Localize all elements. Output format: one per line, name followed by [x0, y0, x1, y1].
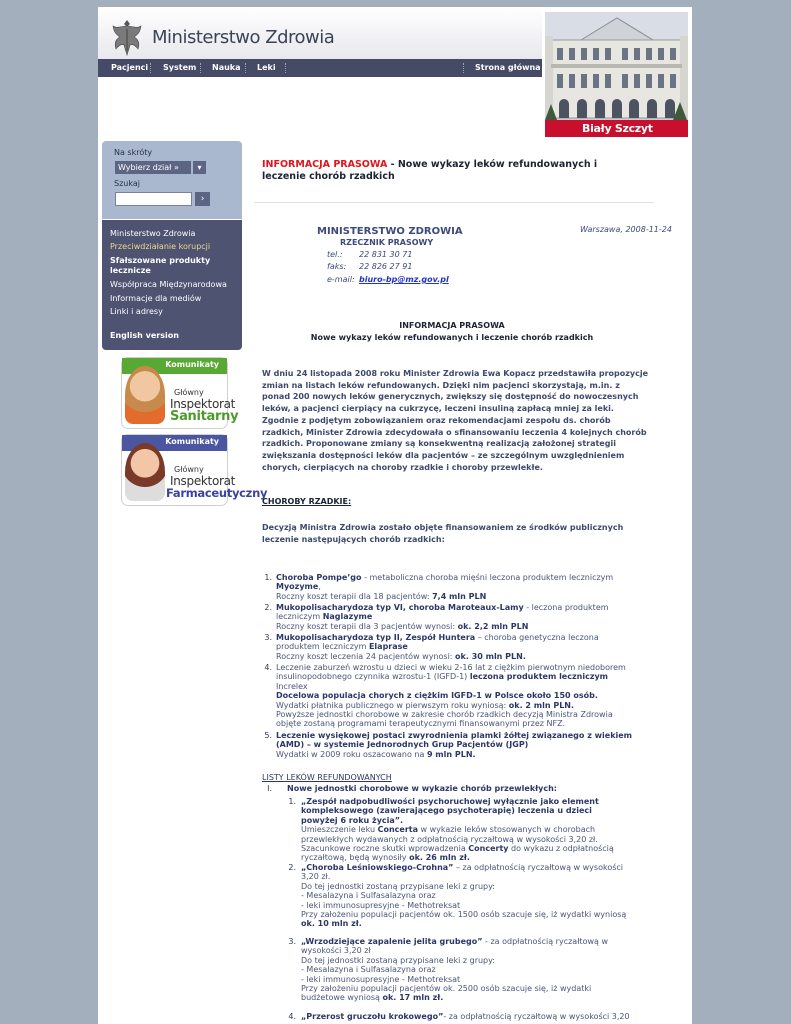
search-input[interactable]	[115, 192, 192, 206]
email-label: e-mail:	[327, 275, 355, 284]
banner-line2: Inspektorat	[170, 397, 236, 411]
list-number: 4.	[264, 663, 272, 672]
shortcuts-label: Na skróty	[114, 148, 153, 157]
fax-value: 22 826 27 91	[359, 262, 413, 271]
tel-value: 22 831 30 71	[359, 250, 413, 259]
tel-label: tel.:	[327, 250, 343, 259]
list-item: „Zespół nadpobudliwości psychoruchowej wyłącznie jako element kompleksowego (zawierającego psychoterapię) leczenia u dzieci powyżej 6 roku życia”. Umieszczenie leku Concerta w wykazie leków stosowanych w chorobach przewlekłych wydawanych z odpłatnością ryczałtową w wysokości 3,20 zł. Szacunkowe roczne skutki wprowadzenia Concerty do wykazu z odpłatnością ryczałtową, będą wynosiły ok. 26 mln zł.	[301, 797, 614, 863]
nav-item-nauka[interactable]: Nauka	[212, 63, 241, 72]
sidebar-item-sfalszowane[interactable]: Sfałszowane produkty	[110, 256, 211, 265]
section-select[interactable]: Wybierz dział »	[115, 161, 191, 174]
nav-item-leki[interactable]: Leki	[257, 63, 276, 72]
divider	[254, 202, 654, 203]
nav-separator	[245, 63, 247, 73]
list-item: Choroba Pompe’go - metaboliczna choroba mięśni leczona produktem leczniczym Myozyme, Roczny koszt terapii dla 18 pacjentów: 7,4 mln PLN	[276, 573, 614, 601]
list-number: 3.	[288, 937, 296, 946]
list-number: 4.	[288, 1012, 296, 1021]
banner-line1: Główny	[174, 465, 204, 474]
nav-separator	[463, 63, 465, 73]
banner-label: Komunikaty	[165, 437, 219, 446]
refund-lists-heading[interactable]: LISTY LEKÓW REFUNDOWANYCH	[262, 773, 392, 782]
intro-paragraph: W dniu 24 listopada 2008 roku Minister Zdrowia Ewa Kopacz przedstawiła propozycje zmian na listach leków refundowanych. Dzięki nim pacjenci skorzystają, m.in. z ponad 200 nowych leków generycznych, zwiększy się dostępność do nowoczesnych leków, a pacjenci cierpiący na cukrzycę, leczeni insuliną zapłacą mniej za leki. Zgodnie z podjętym zobowiązaniem oraz rekomendacjami zespołu ds. chorób rzadkich, Minister Zdrowia zdecydowała o sfinansowaniu leczenia 4 kolejnych chorób rzadkich. Proponowane zmiany są konsekwentną realizacją założonej strategii zwiększania dostępności leków dla pacjentów – ze szczególnym uwzględnieniem chorych, cierpiących na choroby rzadkie i choroby przewlekłe.	[262, 369, 649, 472]
list-item: Mukopolisacharydoza typ VI, choroba Maroteaux-Lamy - leczona produktem leczniczym Naglazyme Roczny koszt terapii dla 3 pacjentów wynosi: ok. 2,2 mln PLN	[276, 603, 609, 631]
nav-item-pacjenci[interactable]: Pacjenci	[111, 63, 149, 72]
banner-line3: Sanitarny	[170, 409, 239, 424]
fax-label: faks:	[327, 262, 347, 271]
banner-line1: Główny	[174, 388, 204, 397]
list-item: „Przerost gruczołu krokowego”- za odpłatnością ryczałtową w wysokości 3,20	[301, 1012, 630, 1021]
sidebar-item-linki[interactable]: Linki i adresy	[110, 307, 163, 316]
list-number: 2.	[288, 863, 296, 872]
list-item: Leczenie zaburzeń wzrostu u dzieci w wieku 2-16 lat z ciężkim pierwotnym niedoborem insulinopodobnego czynnika wzrostu-1 (IGFD-1) leczona produktem leczniczym Increlex Docelowa populacja chorych z ciężkim IGFD-1 w Polsce około 150 osób. Wydatki płatnika publicznego w pierwszym roku wyniosą: ok. 2 mln PLN. Powyższe jednostki chorobowe w zakresie chorób rzadkich decyzją Ministra Zdrowia objęte zostaną programami terapeutycznymi finansowanymi przez NFZ.	[276, 663, 626, 729]
main-nav	[98, 59, 542, 77]
nav-separator	[200, 63, 202, 73]
banner-label: Komunikaty	[165, 360, 219, 369]
list-number: 5.	[264, 731, 272, 740]
sidebar-item-wspolpraca[interactable]: Współpraca Międzynarodowa	[110, 280, 227, 289]
search-submit-button[interactable]: ›	[195, 192, 210, 206]
press-office: RZECZNIK PRASOWY	[340, 238, 434, 247]
banner-line3: Farmaceutyczny	[166, 486, 268, 500]
chronic-diseases-heading: Nowe jednostki chorobowe w wykazie chorób przewlekłych:	[287, 784, 557, 793]
press-heading: INFORMACJA PRASOWA	[399, 321, 505, 330]
banner-line2: Inspektorat	[170, 474, 236, 488]
chevron-down-icon[interactable]: ▾	[193, 161, 206, 174]
list-item: Leczenie wysiękowej postaci zwyrodnienia plamki żółtej związanego z wiekiem (AMD) – w systemie Jednorodnych Grup Pacjentów (JGP) Wydatki w 2009 roku oszacowano na 9 mln PLN.	[276, 731, 633, 759]
page	[98, 7, 692, 1024]
sidebar-item-media[interactable]: Informacje dla mediów	[110, 294, 202, 303]
pharmacist-icon	[125, 443, 165, 501]
list-number: 1.	[288, 797, 296, 806]
nav-separator	[285, 63, 287, 73]
decision-paragraph: Decyzją Ministra Zdrowia zostało objęte finansowaniem ze środków publicznych leczenie następujących chorób rzadkich:	[262, 523, 624, 544]
list-number: 3.	[264, 633, 272, 642]
email-link[interactable]: biuro-bp@mz.gov.pl	[359, 275, 449, 284]
sidebar-search-panel	[102, 141, 242, 219]
sidebar-item-korupcja[interactable]: Przeciwdziałanie korupcji	[110, 242, 211, 251]
site-header	[98, 7, 542, 59]
list-number: 1.	[264, 573, 272, 582]
list-item: „Choroba Leśniowskiego-Crohna” – za odpłatnością ryczałtową w wysokości 3,20 zł. Do tej jednostki zostaną przypisane leki z grupy: - Mesalazyna i Sulfasalazyna oraz - leki immunosupresyjne - Methotreksat Przy założeniu populacji pacjentów ok. 1500 osób szacuje się, iż wydatki wyniosą ok. 10 mln zł.	[301, 863, 627, 929]
title-text: - Nowe wykazy leków refundowanych i leczenie chorób rzadkich	[262, 159, 598, 182]
title-label: INFORMACJA PRASOWA	[262, 159, 388, 170]
eagle-emblem-icon[interactable]	[108, 17, 146, 57]
nav-separator	[150, 63, 152, 73]
contact-tel	[327, 250, 413, 259]
sidebar-item-sfalszowane-cont[interactable]: lecznicze	[110, 266, 151, 275]
gis-banner[interactable]	[122, 358, 239, 428]
list-item: Mukopolisacharydoza typ II, Zespół Huntera – choroba genetyczna leczona produktem leczniczym Elaprase Roczny koszt leczenia 24 pacjentów wynosi: ok. 30 mln PLN.	[276, 633, 599, 661]
bialy-szczyt-image	[545, 12, 688, 137]
english-version-link[interactable]: English version	[110, 331, 179, 340]
gif-banner[interactable]	[122, 435, 268, 505]
list-item: „Wrzodziejące zapalenie jelita grubego” - za odpłatnością ryczałtową w wysokości 3,20 zł Do tej jednostki zostaną przypisane leki z grupy: - Mesalazyna i Sulfasalazyna oraz - leki immunosupresyjne - Methotreksat Przy założeniu populacji pacjentów ok. 2500 osób szacuje się, iż wydatki budżetowe wyniosą ok. 17 mln zł.	[301, 937, 609, 1003]
press-subheading: Nowe wykazy leków refundowanych i leczenie chorób rzadkich	[310, 333, 594, 342]
roman-number: I.	[267, 784, 272, 793]
contact-fax	[327, 262, 413, 271]
org-name: MINISTERSTWO ZDROWIA	[317, 226, 463, 237]
rare-diseases-heading: CHOROBY RZADKIE:	[262, 497, 352, 506]
building-photo[interactable]	[545, 12, 688, 137]
press-date: Warszawa, 2008-11-24	[580, 225, 672, 234]
photo-caption: Biały Szczyt	[582, 122, 653, 135]
scientist-icon	[125, 366, 165, 424]
site-title[interactable]: Ministerstwo Zdrowia	[152, 27, 335, 48]
nav-item-home[interactable]: Strona główna	[475, 63, 541, 72]
sidebar-menu	[102, 220, 242, 350]
search-label: Szukaj	[114, 179, 140, 188]
list-number: 2.	[264, 603, 272, 612]
nav-item-system[interactable]: System	[163, 63, 197, 72]
contact-email	[327, 275, 449, 284]
page-title	[262, 159, 642, 183]
sidebar-item-ministerstwo[interactable]: Ministerstwo Zdrowia	[110, 229, 196, 238]
